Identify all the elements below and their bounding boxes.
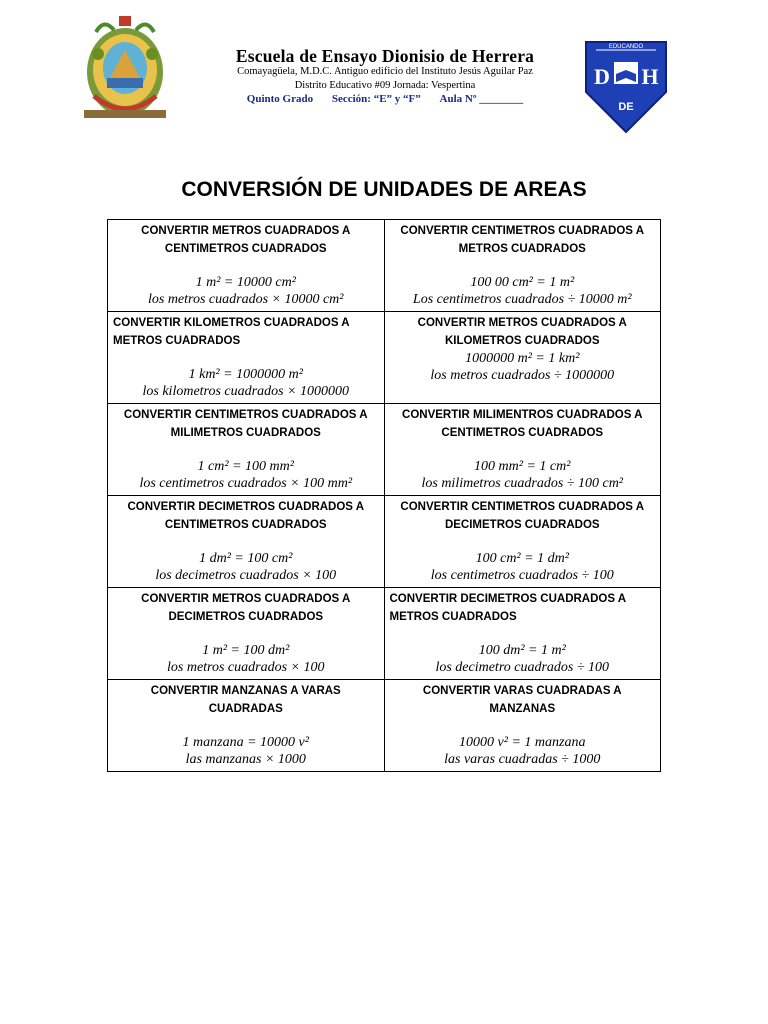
- cell-heading: CONVERTIR CENTIMETROS CUADRADOS A METROS CUADRADOS: [400, 225, 645, 255]
- table-row: [108, 312, 661, 404]
- conversion-cell: [108, 220, 385, 312]
- cell-equation: 100 dm² = 1 m²: [478, 643, 566, 658]
- table-row: [108, 404, 661, 496]
- cell-heading: CONVERTIR KILOMETROS CUADRADOS A METROS CUADRADOS: [113, 317, 350, 347]
- shield-letter-d: D: [594, 64, 610, 89]
- cell-equation: 1000000 m² = 1 km²: [465, 351, 580, 366]
- cell-rule: las varas cuadradas ÷ 1000: [444, 752, 601, 767]
- cell-equation: 1 cm² = 100 mm²: [197, 459, 294, 474]
- table-row: [108, 496, 661, 588]
- conversion-cell: [384, 496, 661, 588]
- school-address: Comayagüela, M.D.C. Antiguo edificio del Instituto Jesús Aguilar Paz: [237, 66, 533, 77]
- conversion-table: [107, 219, 661, 772]
- cell-rule: Los centimetros cuadrados ÷ 10000 m²: [412, 292, 632, 307]
- conversion-cell: [108, 312, 385, 404]
- conversion-cell: [384, 220, 661, 312]
- cell-rule: los centimetros cuadrados × 100 mm²: [139, 476, 353, 491]
- shield-letter-h: H: [641, 64, 659, 89]
- cell-rule: las manzanas × 1000: [185, 752, 306, 767]
- room-label: Aula Nº ________: [439, 93, 524, 105]
- cell-rule: los kilometros cuadrados × 1000000: [142, 384, 349, 399]
- cell-heading: CONVERTIR CENTIMETROS CUADRADOS A MILIMETROS CUADRADOS: [123, 409, 368, 439]
- page-title: CONVERSIÓN DE UNIDADES DE AREAS: [181, 178, 587, 201]
- cell-rule: los centimetros cuadrados ÷ 100: [430, 568, 614, 583]
- conversion-cell: [108, 496, 385, 588]
- grade-label: Quinto Grado: [246, 93, 314, 105]
- cell-rule: los milimetros cuadrados ÷ 100 cm²: [421, 476, 624, 491]
- table-row: [108, 680, 661, 772]
- cell-heading: CONVERTIR VARAS CUADRADAS A MANZANAS: [422, 685, 622, 715]
- school-name: Escuela de Ensayo Dionisio de Herrera: [235, 46, 535, 66]
- cell-equation: 1 m² = 100 dm²: [202, 643, 290, 658]
- cell-heading: CONVERTIR MANZANAS A VARAS CUADRADAS: [150, 685, 341, 715]
- cell-equation: 1 manzana = 10000 v²: [182, 735, 309, 750]
- cell-equation: 10000 v² = 1 manzana: [459, 735, 586, 750]
- cell-heading: CONVERTIR METROS CUADRADOS A CENTIMETROS CUADRADOS: [141, 225, 351, 255]
- cell-heading: CONVERTIR METROS CUADRADOS A KILOMETROS CUADRADOS: [417, 317, 627, 347]
- cell-heading: CONVERTIR CENTIMETROS CUADRADOS A DECIMETROS CUADRADOS: [400, 501, 645, 531]
- conversion-cell: [108, 680, 385, 772]
- cell-equation: 100 mm² = 1 cm²: [474, 459, 571, 474]
- cell-equation: 1 dm² = 100 cm²: [199, 551, 293, 566]
- table-row: [108, 588, 661, 680]
- cell-rule: los metros cuadrados ÷ 1000000: [430, 368, 615, 383]
- conversion-cell: [384, 404, 661, 496]
- shield-motto-text: EDUCANDO: [608, 44, 644, 50]
- conversion-cell: [108, 588, 385, 680]
- cell-equation: 100 00 cm² = 1 m²: [470, 275, 575, 290]
- conversion-cell: [384, 680, 661, 772]
- school-district: Distrito Educativo #09 Jornada: Vespertina: [294, 80, 476, 91]
- cell-heading: CONVERTIR METROS CUADRADOS A DECIMETROS CUADRADOS: [141, 593, 351, 623]
- shield-de-text: DE: [618, 101, 634, 113]
- conversion-cell: [108, 404, 385, 496]
- conversion-cell: [384, 588, 661, 680]
- cell-rule: los decimetros cuadrados × 100: [155, 568, 337, 583]
- cell-heading: CONVERTIR MILIMENTROS CUADRADOS A CENTIMETROS CUADRADOS: [402, 409, 643, 439]
- school-shield-logo: [580, 32, 672, 134]
- cell-equation: 1 m² = 10000 cm²: [195, 275, 296, 290]
- cell-equation: 1 km² = 1000000 m²: [188, 367, 303, 382]
- section-label: Sección: “E” y “F”: [331, 93, 421, 105]
- cell-heading: CONVERTIR DECIMETROS CUADRADOS A CENTIMETROS CUADRADOS: [127, 501, 365, 531]
- conversion-cell: [384, 312, 661, 404]
- table-row: [108, 220, 661, 312]
- cell-rule: los decimetro cuadrados ÷ 100: [435, 660, 610, 675]
- class-info: [190, 93, 580, 105]
- cell-heading: CONVERTIR DECIMETROS CUADRADOS A METROS CUADRADOS: [389, 593, 626, 623]
- cell-rule: los metros cuadrados × 10000 cm²: [147, 292, 344, 307]
- cell-equation: 100 cm² = 1 dm²: [475, 551, 569, 566]
- coat-of-arms-logo: [76, 12, 174, 126]
- cell-rule: los metros cuadrados × 100: [167, 660, 325, 675]
